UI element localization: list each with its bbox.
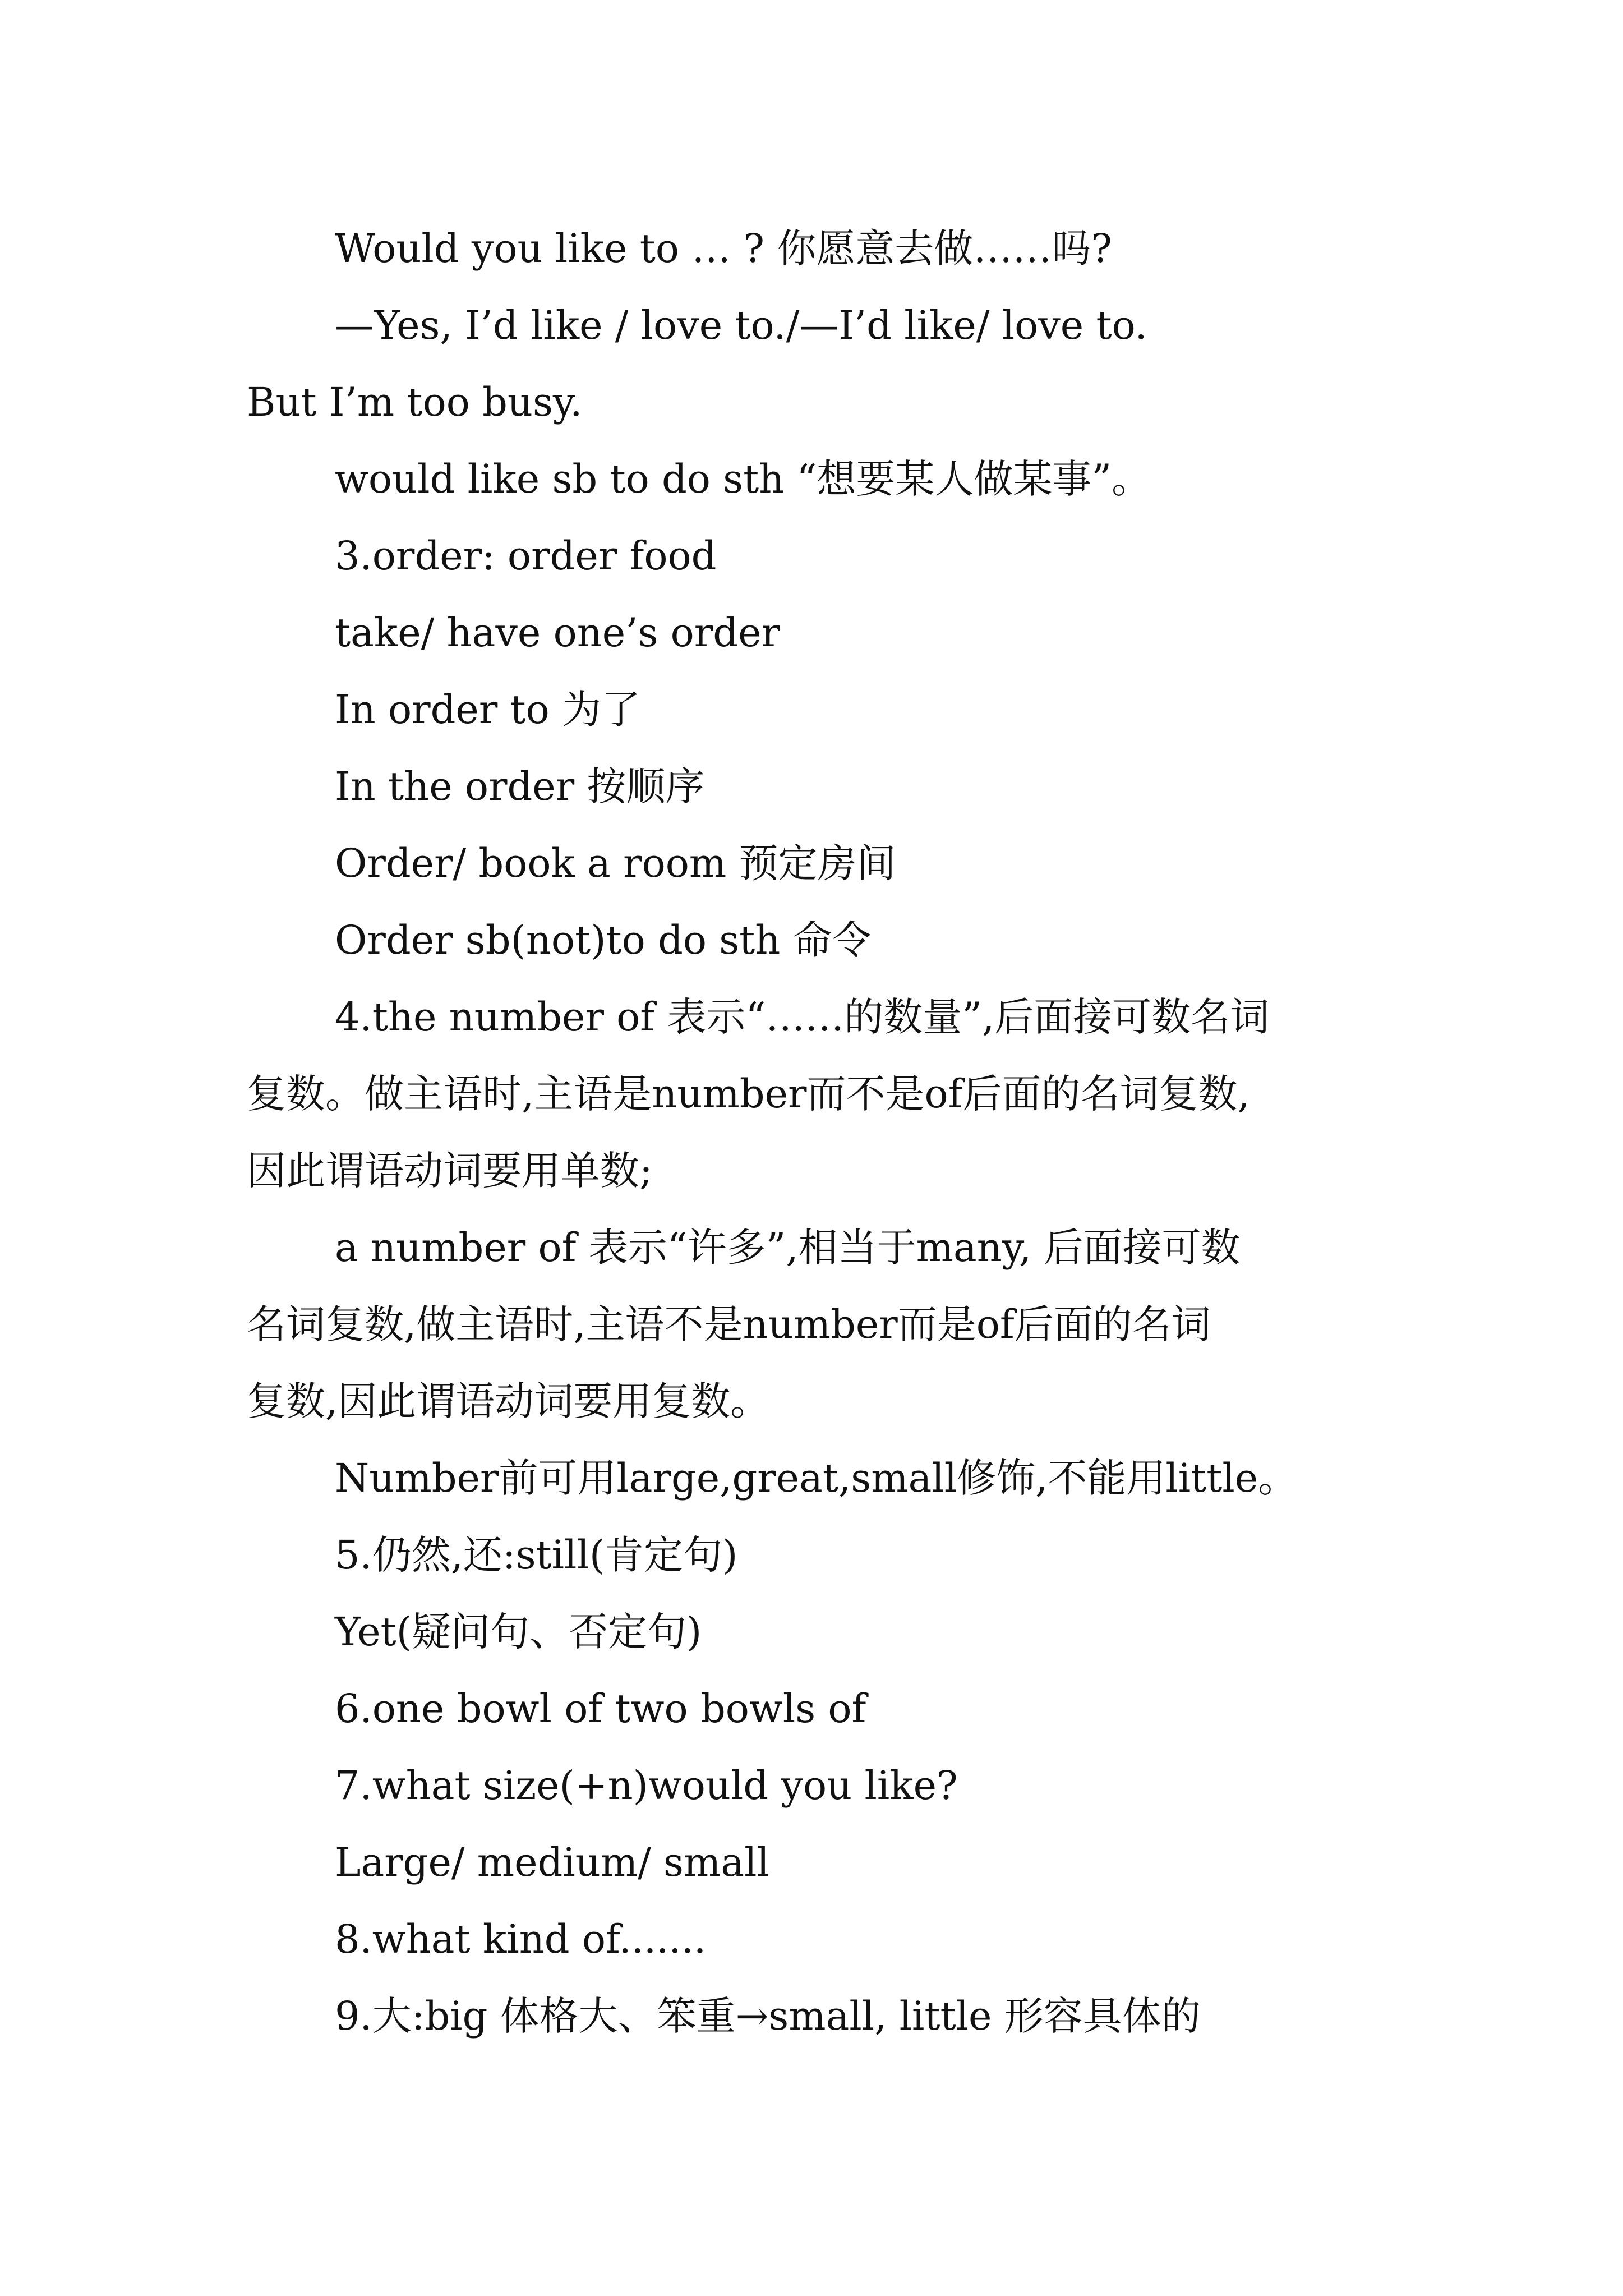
text-line: 9.大:big 体格大、笨重→small, little 形容具体的: [335, 1993, 1201, 2039]
text-line: 复数,因此谓语动词要用复数。: [247, 1378, 770, 1424]
text-line: 复数。做主语时,主语是number而不是of后面的名词复数,: [247, 1071, 1250, 1117]
text-line: 7.what size(+n)would you like?: [335, 1763, 958, 1809]
text-line: Order/ book a room 预定房间: [335, 840, 896, 886]
document-body: [247, 210, 1391, 2055]
text-line: would like sb to do sth “想要某人做某事”。: [335, 456, 1151, 502]
text-line: Large/ medium/ small: [335, 1839, 769, 1885]
text-line: 因此谓语动词要用单数;: [247, 1148, 653, 1194]
text-line: In order to 为了: [335, 687, 641, 733]
text-line: 名词复数,做主语时,主语不是number而是of后面的名词: [247, 1301, 1211, 1347]
text-line: a number of 表示“许多”,相当于many, 后面接可数: [335, 1225, 1241, 1271]
text-line: —Yes, I’d like / love to./—I’d like/ love to.: [335, 302, 1147, 348]
text-line: Would you like to … ? 你愿意去做……吗?: [335, 226, 1112, 272]
text-line: 6.one bowl of two bowls of: [335, 1686, 866, 1732]
text-line: Yet(疑问句、否定句): [335, 1609, 702, 1655]
text-line: 3.order: order food: [335, 533, 717, 579]
text-line: In the order 按顺序: [335, 763, 705, 809]
text-line: take/ have one’s order: [335, 610, 780, 656]
text-line: But I’m too busy.: [247, 379, 583, 425]
text-line: 4.the number of 表示“……的数量”,后面接可数名词: [335, 994, 1270, 1040]
text-line: 5.仍然,还:still(肯定句): [335, 1532, 738, 1578]
text-line: 8.what kind of.......: [335, 1916, 707, 1962]
text-line: Order sb(not)to do sth 命令: [335, 917, 872, 963]
text-line: Number前可用large,great,small修饰,不能用little。: [335, 1455, 1298, 1501]
